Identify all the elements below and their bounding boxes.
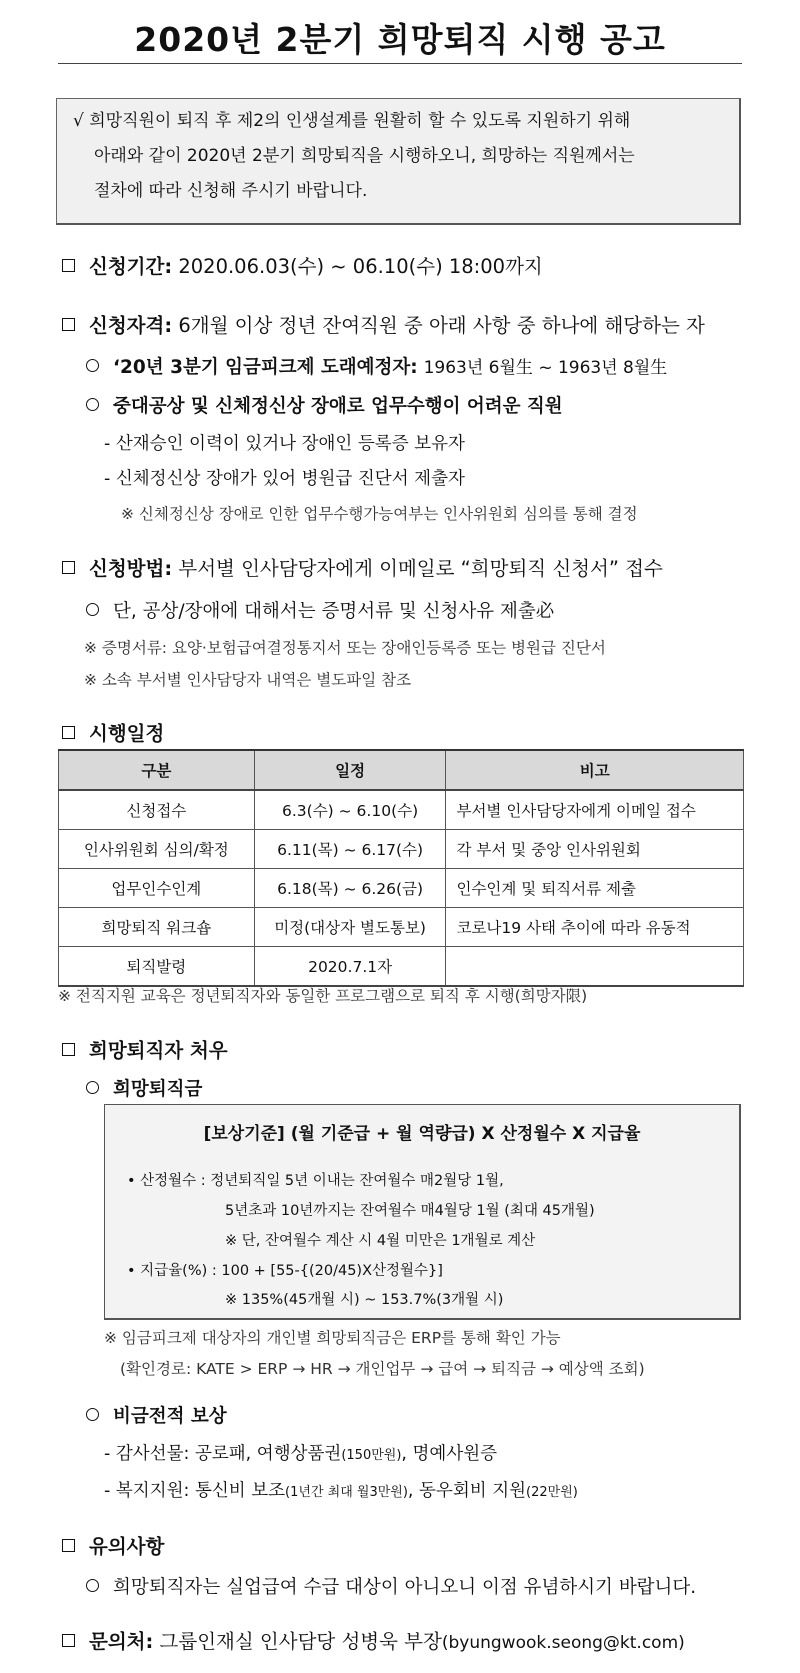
method-note-2: ※ 소속 부서별 인사담당자 내역은 별도파일 참조	[84, 671, 412, 689]
eligibility-dash-1: - 산재승인 이력이 있거나 장애인 등록증 보유자	[104, 434, 465, 454]
period-label: 신청기간:	[89, 255, 173, 278]
formula-line-2: 5년초과 10년까지는 잔여월수 매4월당 1월 (최대 45개월)	[225, 1203, 595, 1219]
table-cell: 희망퇴직 워크숍	[59, 908, 255, 947]
circle-bullet-icon	[86, 1408, 99, 1421]
method-item-text: 단, 공상/장애에 대해서는 증명서류 및 신청사유 제출必	[113, 601, 555, 622]
table-cell: 업무인수인계	[59, 869, 255, 908]
table-cell: 코로나19 사태 추이에 따라 유동적	[446, 908, 744, 947]
treatment-note-2: (확인경로: KATE > ERP → HR → 개인업무 → 급여 → 퇴직금 → 예상액 조회)	[120, 1360, 645, 1378]
treatment-heading: 희망퇴직자 처우	[89, 1039, 228, 1062]
eligibility-note: ※ 신체정신상 장애로 인한 업무수행가능여부는 인사위원회 심의를 통해 결정	[121, 505, 638, 523]
circle-bullet-icon	[86, 603, 99, 616]
table-cell: 퇴직발령	[59, 947, 255, 987]
contact-section	[62, 1626, 685, 1654]
formula-title: [보상기준] (월 기준급 + 월 역량급) X 산정월수 X 지급율	[203, 1124, 641, 1144]
square-bullet-icon	[62, 561, 75, 574]
schedule-note: ※ 전직지원 교육은 정년퇴직자와 동일한 프로그램으로 퇴직 후 시행(희망자限)	[58, 987, 588, 1005]
reward-line-1-tail: , 명예사원증	[401, 1444, 498, 1464]
table-cell: 부서별 인사담당자에게 이메일 접수	[446, 790, 744, 830]
square-bullet-icon	[62, 259, 75, 272]
eligibility-item-2	[86, 392, 563, 418]
method-item	[86, 597, 554, 623]
reward-line-2-amount: (22만원)	[526, 1485, 578, 1500]
intro-line-2: 아래와 같이 2020년 2분기 희망퇴직을 시행하오니, 희망하는 직원께서는	[94, 146, 635, 166]
table-cell: 2020.7.1자	[254, 947, 446, 987]
square-bullet-icon	[62, 1634, 75, 1647]
column-header-schedule: 일정	[254, 750, 446, 790]
contact-value: 그룹인재실 인사담당 성병욱 부장	[159, 1630, 442, 1653]
title-divider	[58, 63, 742, 64]
eligibility-item-2-label: 중대공상 및 신체정신상 장애로 업무수행이 어려운 직원	[113, 396, 563, 417]
intro-box	[56, 98, 741, 225]
treatment-note-1: ※ 임금피크제 대상자의 개인별 희망퇴직금은 ERP를 통해 확인 가능	[104, 1329, 561, 1347]
table-cell: 6.3(수) ~ 6.10(수)	[254, 790, 446, 830]
square-bullet-icon	[62, 1539, 75, 1552]
method-value: 부서별 인사담당자에게 이메일로 “희망퇴직 신청서” 접수	[178, 557, 663, 580]
table-row	[59, 947, 744, 987]
table-cell: 신청접수	[59, 790, 255, 830]
reward-line-2-detail: (1년간 최대 월3만원)	[285, 1485, 408, 1500]
circle-bullet-icon	[86, 359, 99, 372]
table-row	[59, 908, 744, 947]
table-row	[59, 790, 744, 830]
caution-item-text: 희망퇴직자는 실업급여 수급 대상이 아니오니 이점 유념하시기 바랍니다.	[113, 1577, 697, 1598]
eligibility-value: 6개월 이상 정년 잔여직원 중 아래 사항 중 하나에 해당하는 자	[178, 314, 705, 337]
table-cell: 6.11(목) ~ 6.17(수)	[254, 830, 446, 869]
method-section	[62, 553, 663, 581]
square-bullet-icon	[62, 1043, 75, 1056]
table-header-row	[59, 750, 744, 790]
formula-line-1: • 산정월수 : 정년퇴직일 5년 이내는 잔여월수 매2월당 1월,	[127, 1173, 504, 1189]
table-cell: 인사위원회 심의/확정	[59, 830, 255, 869]
contact-label: 문의처:	[89, 1630, 154, 1653]
table-row	[59, 869, 744, 908]
intro-line-1: √ 희망직원이 퇴직 후 제2의 인생설계를 원활히 할 수 있도록 지원하기 위해	[73, 111, 631, 131]
square-bullet-icon	[62, 318, 75, 331]
reward-line-2-tail: , 동우회비 지원	[407, 1481, 527, 1501]
circle-bullet-icon	[86, 398, 99, 411]
contact-email[interactable]: (byungwook.seong@kt.com)	[441, 1633, 685, 1653]
period-section	[62, 251, 543, 279]
formula-line-3: ※ 단, 잔여월수 계산 시 4월 미만은 1개월로 계산	[225, 1233, 536, 1249]
treatment-sub-1-label: 희망퇴직금	[113, 1079, 203, 1100]
eligibility-item-1-label: ‘20년 3분기 임금피크제 도래예정자:	[113, 357, 418, 378]
formula-line-4: • 지급율(%) : 100 + [55-{(20/45)X산정월수}]	[127, 1263, 443, 1279]
column-header-remarks: 비고	[446, 750, 744, 790]
page-title: 2020년 2분기 희망퇴직 시행 공고	[134, 20, 666, 59]
schedule-heading: 시행일정	[89, 722, 165, 745]
treatment-sub-2-label: 비금전적 보상	[113, 1406, 227, 1427]
eligibility-label: 신청자격:	[89, 314, 173, 337]
method-label: 신청방법:	[89, 557, 173, 580]
table-cell: 미정(대상자 별도통보)	[254, 908, 446, 947]
schedule-table	[58, 749, 744, 987]
caution-heading: 유의사항	[89, 1535, 165, 1558]
eligibility-item-1	[86, 353, 667, 379]
table-cell	[446, 947, 744, 987]
formula-box	[104, 1104, 741, 1320]
treatment-sub-1	[86, 1075, 202, 1101]
intro-line-3: 절차에 따라 신청해 주시기 바랍니다.	[94, 181, 368, 201]
schedule-section	[62, 718, 164, 746]
square-bullet-icon	[62, 726, 75, 739]
method-note-1: ※ 증명서류: 요양·보험급여결정통지서 또는 장애인등록증 또는 병원급 진단서	[84, 639, 606, 657]
reward-line-1	[104, 1440, 497, 1465]
caution-section	[62, 1531, 164, 1559]
formula-line-5: ※ 135%(45개월 시) ~ 153.7%(3개월 시)	[225, 1292, 504, 1308]
reward-line-2	[104, 1477, 578, 1502]
table-row	[59, 830, 744, 869]
column-header-category: 구분	[59, 750, 255, 790]
circle-bullet-icon	[86, 1579, 99, 1592]
reward-line-2-text: - 복지지원: 통신비 보조	[104, 1481, 286, 1501]
period-value: 2020.06.03(수) ~ 06.10(수) 18:00까지	[178, 255, 543, 278]
eligibility-section	[62, 310, 705, 338]
reward-line-1-text: - 감사선물: 공로패, 여행상품권	[104, 1444, 342, 1464]
eligibility-dash-2: - 신체정신상 장애가 있어 병원급 진단서 제출자	[104, 469, 465, 489]
caution-item	[86, 1573, 696, 1599]
treatment-sub-2	[86, 1402, 227, 1428]
table-cell: 6.18(목) ~ 6.26(금)	[254, 869, 446, 908]
reward-line-1-amount: (150만원)	[341, 1448, 402, 1463]
treatment-section	[62, 1035, 228, 1063]
circle-bullet-icon	[86, 1081, 99, 1094]
eligibility-item-1-value: 1963년 6월生 ~ 1963년 8월生	[423, 358, 668, 378]
table-cell: 각 부서 및 중앙 인사위원회	[446, 830, 744, 869]
table-cell: 인수인계 및 퇴직서류 제출	[446, 869, 744, 908]
